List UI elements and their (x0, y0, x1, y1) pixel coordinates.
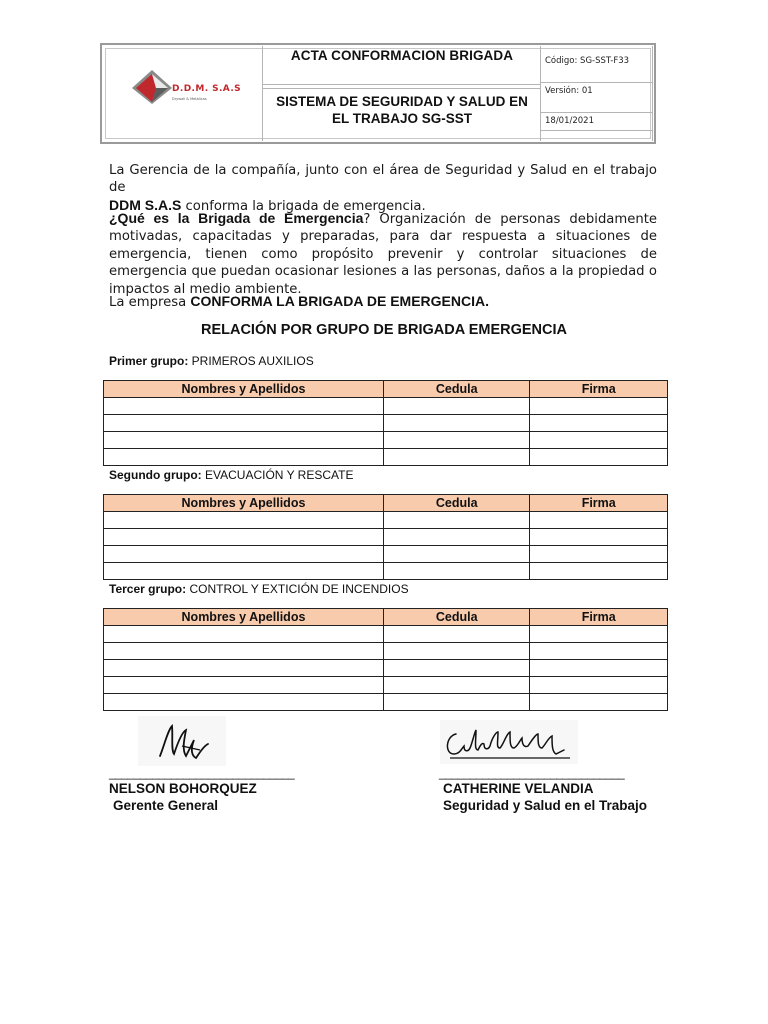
table-cell[interactable] (104, 546, 384, 563)
document-version: Versión: 01 (545, 86, 593, 96)
header-divider (262, 46, 263, 141)
column-header: Firma (530, 609, 668, 626)
table-row (104, 449, 668, 466)
definition-term: ¿Qué es la Brigada de Emergencia (109, 210, 364, 226)
group-label (109, 354, 314, 368)
table-row (104, 694, 668, 711)
table-row (104, 563, 668, 580)
table-cell[interactable] (383, 694, 530, 711)
signature-line: ______________________________ (439, 766, 625, 780)
signature-line: ______________________________ (109, 766, 295, 780)
table-cell[interactable] (530, 626, 668, 643)
table-cell[interactable] (104, 660, 384, 677)
section-title: RELACIÓN POR GRUPO DE BRIGADA EMERGENCIA (200, 322, 567, 338)
header-divider (540, 130, 652, 131)
table-cell[interactable] (383, 449, 530, 466)
table-cell[interactable] (383, 677, 530, 694)
table-row (104, 643, 668, 660)
table-cell[interactable] (104, 432, 384, 449)
column-header: Firma (530, 495, 668, 512)
table-cell[interactable] (104, 626, 384, 643)
group-label-text: PRIMEROS AUXILIOS (188, 354, 314, 368)
header-divider (540, 82, 652, 83)
table-cell[interactable] (530, 449, 668, 466)
company-logo-icon (130, 66, 174, 106)
table-cell[interactable] (530, 677, 668, 694)
table-header-row (104, 609, 668, 626)
header-divider (540, 46, 541, 141)
column-header: Nombres y Apellidos (104, 609, 384, 626)
table-cell[interactable] (383, 626, 530, 643)
intro-text: La Gerencia de la compañía, junto con el área de Seguridad y Salud en el trabajo de (109, 163, 657, 196)
signature-mark-icon (440, 720, 578, 764)
table-cell[interactable] (530, 432, 668, 449)
table-row (104, 660, 668, 677)
column-header: Cedula (383, 381, 530, 398)
table-cell[interactable] (530, 563, 668, 580)
column-header: Firma (530, 381, 668, 398)
table-cell[interactable] (383, 529, 530, 546)
table-cell[interactable] (530, 643, 668, 660)
table-cell[interactable] (530, 529, 668, 546)
header-divider (540, 112, 652, 113)
table-row (104, 398, 668, 415)
table-cell[interactable] (383, 643, 530, 660)
table-header-row (104, 495, 668, 512)
table-cell[interactable] (104, 694, 384, 711)
table-cell[interactable] (383, 512, 530, 529)
group-label (109, 582, 409, 596)
table-header-row (104, 381, 668, 398)
table-cell[interactable] (530, 398, 668, 415)
table-cell[interactable] (104, 529, 384, 546)
table-cell[interactable] (530, 660, 668, 677)
table-cell[interactable] (104, 512, 384, 529)
header-divider (262, 84, 540, 85)
table-cell[interactable] (530, 512, 668, 529)
table-row (104, 677, 668, 694)
signer-role: Gerente General (113, 798, 219, 813)
table-cell[interactable] (383, 563, 530, 580)
signature-mark-icon (138, 716, 226, 766)
table-row (104, 512, 668, 529)
signer-name: CATHERINE VELANDIA (443, 781, 594, 796)
header-divider (652, 46, 653, 141)
intro-paragraph (109, 162, 657, 215)
table-cell[interactable] (383, 432, 530, 449)
group-label-text: CONTROL Y EXTICIÓN DE INCENDIOS (186, 582, 409, 596)
document-date: 18/01/2021 (545, 116, 594, 126)
logo-tagline: Drywall & Metálicas (172, 97, 207, 101)
group-label-text: EVACUACIÓN Y RESCATE (201, 468, 354, 482)
group-label-bold: Tercer grupo: (109, 582, 187, 596)
table-cell[interactable] (383, 660, 530, 677)
table-cell[interactable] (530, 415, 668, 432)
table-row (104, 432, 668, 449)
definition-paragraph (109, 210, 657, 298)
company-name: DDM S.A.S (109, 196, 182, 213)
table-cell[interactable] (104, 677, 384, 694)
group-label-bold: Segundo grupo: (109, 468, 202, 482)
column-header: Cedula (383, 495, 530, 512)
signer-role: Seguridad y Salud en el Trabajo (443, 798, 648, 813)
brigade-table (103, 494, 668, 580)
brigade-table (103, 608, 668, 711)
table-cell[interactable] (104, 449, 384, 466)
table-cell[interactable] (383, 546, 530, 563)
header-divider (262, 88, 540, 89)
table-row (104, 546, 668, 563)
statement-prefix: La empresa (109, 295, 191, 310)
signer-name: NELSON BOHORQUEZ (109, 781, 257, 796)
column-header: Nombres y Apellidos (104, 495, 384, 512)
column-header: Nombres y Apellidos (104, 381, 384, 398)
column-header: Cedula (383, 609, 530, 626)
table-row (104, 415, 668, 432)
logo-name: D.D.M. S.A.S (172, 84, 242, 94)
table-cell[interactable] (104, 398, 384, 415)
table-row (104, 626, 668, 643)
table-row (104, 529, 668, 546)
group-label-bold: Primer grupo: (109, 354, 189, 368)
brigade-table (103, 380, 668, 466)
table-cell[interactable] (104, 563, 384, 580)
statement-paragraph (109, 293, 657, 311)
group-label (109, 468, 353, 482)
table-cell[interactable] (383, 415, 530, 432)
table-cell[interactable] (383, 398, 530, 415)
table-cell[interactable] (104, 643, 384, 660)
statement-bold: CONFORMA LA BRIGADA DE EMERGENCIA. (190, 293, 490, 309)
intro-text-end: conforma la brigada de emergencia. (181, 198, 426, 214)
table-cell[interactable] (104, 415, 384, 432)
table-cell[interactable] (530, 694, 668, 711)
table-cell[interactable] (530, 546, 668, 563)
definition-text: ? Organización de personas debidamente motivadas, capacitadas y preparadas, para dar respuesta a situaciones de emergencia, tienen como propósito prevenir y controlar situaciones de emergencia que puedan ocasionar lesiones a las personas, daños a la propiedad o impactos al medio ambiente. (109, 212, 657, 297)
document-title: ACTA CONFORMACION BRIGADA (290, 48, 514, 63)
document-code: Código: SG-SST-F33 (545, 56, 630, 66)
document-subtitle: SISTEMA DE SEGURIDAD Y SALUD EN EL TRABAJO SG-SST (276, 94, 528, 126)
